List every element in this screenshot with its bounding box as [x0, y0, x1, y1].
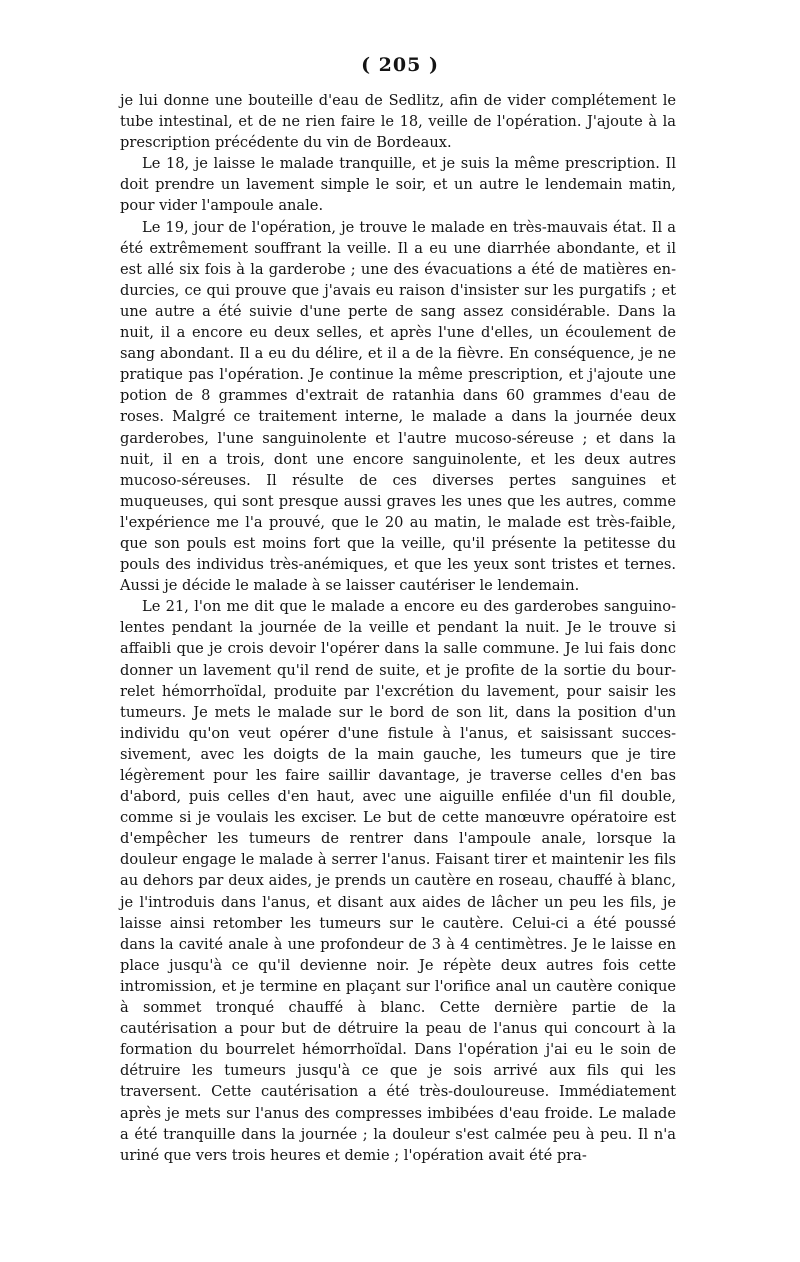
paragraph-continuation: je lui donne une bouteille d'eau de Sedlitz, afin de vider complétement le tube intestinal, et de ne rien faire le 18, veille de l'opération. J'ajoute à la prescription précédente du vin de Bordeaux. — [120, 92, 676, 152]
paragraph-day-18: Le 18, je laisse le malade tranquille, et je suis la même prescription. Il doit prendre un lavement simple le soir, et un autre le lendemain matin, pour vider l'ampoule anale. — [120, 155, 676, 215]
paragraph-day-19: Le 19, jour de l'opération, je trouve le malade en très-mauvais état. Il a été extrêmement souffrant la veille. Il a eu une diarrhée abondante, et il est allé six fois à la garderobe ; une des évacuations a été de matières endurcies, ce qui prouve que j'avais eu raison d'insister sur les purgatifs ; et une autre a été suivie d'une perte de sang assez considérable. Dans la nuit, il a encore eu deux selles, et après l'une d'elles, un écoulement de sang abondant. Il a eu du délire, et il a de la fièvre. En conséquence, je ne pratique pas l'opération. Je continue la même prescription, et j'ajoute une potion de 8 grammes d'extrait de ratanhia dans 60 grammes d'eau de roses. Malgré ce traitement interne, le malade a dans la journée deux garderobes, l'une sanguinolente et l'autre mucoso-séreuse ; et dans la nuit, il en a trois, dont une encore sanguinolente, et les deux autres mucoso-séreuses. Il résulte de ces diverses pertes sanguines et muqueuses, qui sont presque aussi graves les unes que les autres, comme l'expérience me l'a prouvé, que le 20 au matin, le malade est très-faible, que son pouls est moins fort que la veille, qu'il présente la petitesse du pouls des individus très-anémiques, et que les yeux sont tristes et ternes. Aussi je décide le malade à se laisser cautériser le lendemain. — [120, 218, 676, 595]
page-number: ( 205 ) — [361, 54, 439, 76]
paragraph-day-21: Le 21, l'on me dit que le malade a encore eu des garderobes sanguinolentes pendant la journée de la veille et pendant la nuit. Je le trouve si affaibli que je crois devoir l'opérer dans la salle commune. Je lui fais donc donner un lavement qu'il rend de suite, et je profite de la sortie du bourrelet hémorrhoïdal, produite par l'excrétion du lavement, pour saisir les tumeurs. Je mets le malade sur le bord de son lit, dans la position d'un individu qu'on veut opérer d'une fistule à l'anus, et saisissant successivement, avec les doigts de la main gauche, les tumeurs que je tire légèrement pour les faire saillir davantage, je traverse celles d'en bas d'abord, puis celles d'en haut, avec une aiguille enfilée d'un fil double, comme si je voulais les exciser. Le but de cette manœuvre opératoire est d'empêcher les tumeurs de rentrer dans l'ampoule anale, lorsque la douleur engage le malade à serrer l'anus. Faisant tirer et maintenir les fils au dehors par deux aides, je prends un cautère en roseau, chauffé à blanc, je l'introduis dans l'anus, et disant aux aides de lâcher un peu les fils, je laisse ainsi retomber les tumeurs sur le cautère. Celui-ci a été poussé dans la cavité anale à une profondeur de 3 à 4 centimètres. Je le laisse en place jusqu'à ce qu'il devienne noir. Je répète deux autres fois cette intromission, et je termine en plaçant sur l'orifice anal un cautère conique à sommet tronqué chauffé à blanc. Cette dernière partie de la cautérisation a pour but de détruire la peau de l'anus qui concourt à la formation du bourrelet hémorrhoïdal. Dans l'opération j'ai eu le soin de détruire les tumeurs jusqu'à ce que je sois arrivé aux fils qui les traversent. Cette cautérisation a été très-douloureuse. Immédiatement après je mets sur l'anus des compresses imbibées d'eau froide. Le malade a été tranquille dans la journée ; la douleur s'est calmée peu à peu. Il n'a uriné que vers trois heures et demie ; l'opération avait été pra- — [120, 598, 676, 1164]
body-text — [120, 90, 676, 1166]
